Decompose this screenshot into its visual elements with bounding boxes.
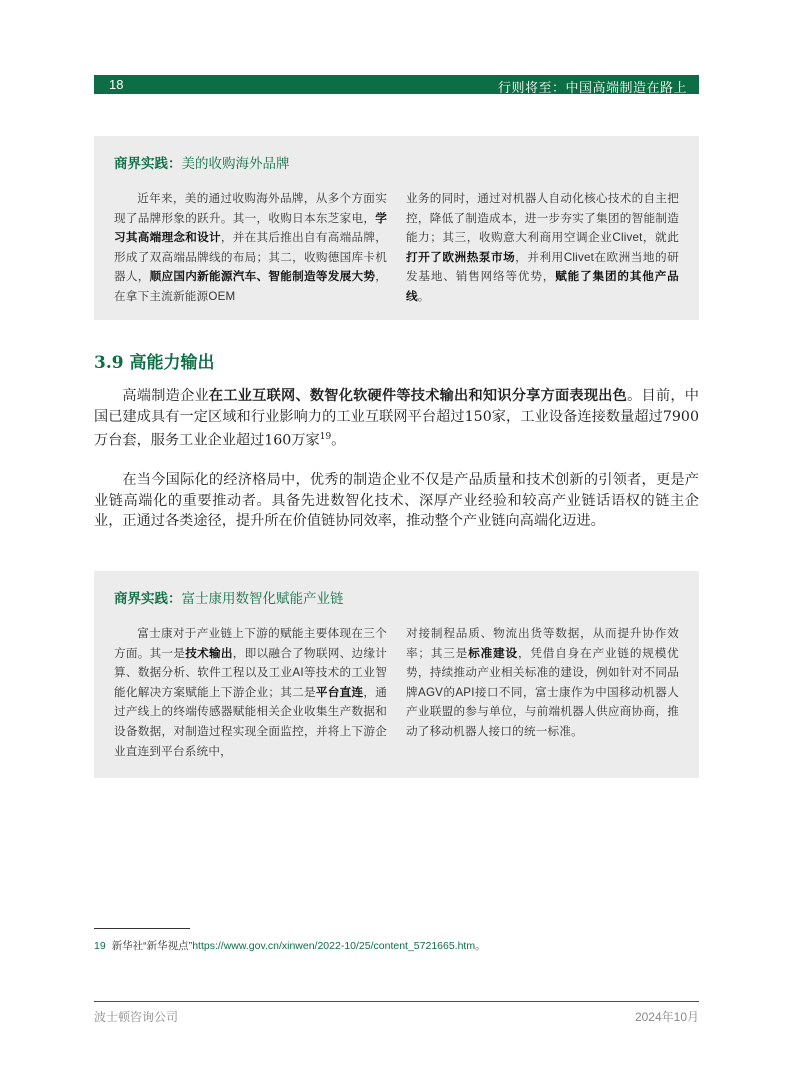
box-column-right bbox=[406, 189, 679, 307]
text-run: 对接制程品质、物流出货等数据，从而提升协作效率；其三是 bbox=[406, 627, 679, 660]
bold-run: 技术输出 bbox=[185, 646, 233, 660]
footnote-ref: 19 bbox=[319, 432, 332, 443]
text-run: 高端制造企业 bbox=[122, 388, 209, 404]
footer-company: 波士顿咨询公司 bbox=[94, 1010, 179, 1024]
box-column-left bbox=[114, 189, 387, 307]
bold-run: 打开了欧洲热泵市场 bbox=[406, 250, 516, 264]
text-run: ，在拿下主流新能源OEM bbox=[114, 270, 387, 303]
page-number: 18 bbox=[109, 77, 124, 92]
header-bar bbox=[94, 75, 699, 94]
footnote-end: 。 bbox=[475, 940, 486, 952]
box-title-prefix: 商界实践： bbox=[114, 591, 182, 606]
box-column-left bbox=[114, 624, 387, 761]
bold-run: 标准建设 bbox=[468, 646, 518, 660]
bold-run: 赋能了集团的其他产品线 bbox=[406, 270, 679, 303]
text-run: 。 bbox=[417, 289, 430, 303]
text-run: 。 bbox=[331, 432, 346, 449]
text-run: ，并利用Clivet在欧洲当地的研发基地、销售网络等优势， bbox=[406, 250, 679, 284]
text-run: 在当今国际化的经济格局中，优秀的制造企业不仅是产品质量和技术创新的引领者，更是产业链高端化的重要推动者。具备先进数智化技术、深厚产业经验和较高产业链话语权的链主企业，正通过各类途径，提升所在价值链协同效率，推动整个产业链向高端化迈进。 bbox=[94, 472, 699, 530]
footnote-link[interactable]: https://www.gov.cn/xinwen/2022-10/25/content_5721665.htm bbox=[192, 940, 476, 952]
case-box-foxconn bbox=[94, 571, 699, 778]
footnote bbox=[94, 938, 486, 953]
box-column-right bbox=[406, 624, 679, 742]
text-run: 。目前，中国已建成具有一定区域和行业影响力的工业互联网平台超过150家，工业设备连接数量超过7900万台套，服务工业企业超过160万家 bbox=[94, 388, 699, 449]
bold-run: 平台直连 bbox=[315, 685, 364, 699]
footer-date: 2024年10月 bbox=[634, 1010, 699, 1024]
bold-run: 学习其高端理念和设计 bbox=[114, 211, 387, 245]
box-title-prefix: 商界实践： bbox=[114, 156, 182, 171]
text-run: ，凭借自身在产业链的规模优势，持续推动产业相关标准的建设，例如针对不同品牌AGV的API接口不同，富士康作为中国移动机器人产业联盟的参与单位，与前端机器人供应商协商，推动了移动机器人接口的统一标准。 bbox=[406, 646, 679, 738]
bold-run: 在工业互联网、数智化软硬件等技术输出和知识分享方面表现出色 bbox=[208, 388, 628, 404]
footer-rule bbox=[94, 1001, 699, 1002]
text-run: ，并在其后推出自有高端品牌，形成了双高端品牌线的布局；其二，收购德国库卡机器人， bbox=[114, 231, 387, 284]
text-run: ，通过产线上的终端传感器赋能相关企业收集生产数据和设备数据，对制造过程实现全面监控，并将上下游企业直连到平台系统中， bbox=[114, 685, 387, 758]
running-title: 行则将至：中国高端制造在路上 bbox=[497, 80, 687, 95]
text-run: 富士康对于产业链上下游的赋能主要体现在三个方面。其一是 bbox=[114, 627, 387, 660]
footnote-text: 新华社“新华视点” bbox=[111, 940, 193, 952]
box-title bbox=[114, 152, 290, 172]
case-box-midea bbox=[94, 136, 699, 320]
text-run: 近年来，美的通过收购海外品牌，从多个方面实现了品牌形象的跃升。其一，收购日本东芝家电， bbox=[114, 192, 387, 225]
body-paragraph-1 bbox=[94, 386, 699, 452]
footnote-number: 19 bbox=[94, 940, 106, 952]
box-title-text: 富士康用数智化赋能产业链 bbox=[181, 591, 344, 606]
body-paragraph-2 bbox=[94, 470, 699, 532]
section-heading: 3.9 高能力输出 bbox=[94, 353, 215, 373]
box-title-text: 美的收购海外品牌 bbox=[181, 156, 290, 171]
footnote-rule bbox=[94, 928, 190, 929]
box-title bbox=[114, 587, 344, 607]
bold-run: 顺应国内新能源汽车、智能制造等发展大势 bbox=[149, 270, 376, 284]
text-run: ，即以融合了物联网、边缘计算、数据分析、软件工程以及工业AI等技术的工业智能化解决方案赋能上下游企业；其二是 bbox=[114, 646, 387, 699]
text-run: 业务的同时，通过对机器人自动化核心技术的自主把控，降低了制造成本，进一步夯实了集团的智能制造能力；其三，收购意大利商用空调企业Clivet，就此 bbox=[406, 192, 679, 245]
